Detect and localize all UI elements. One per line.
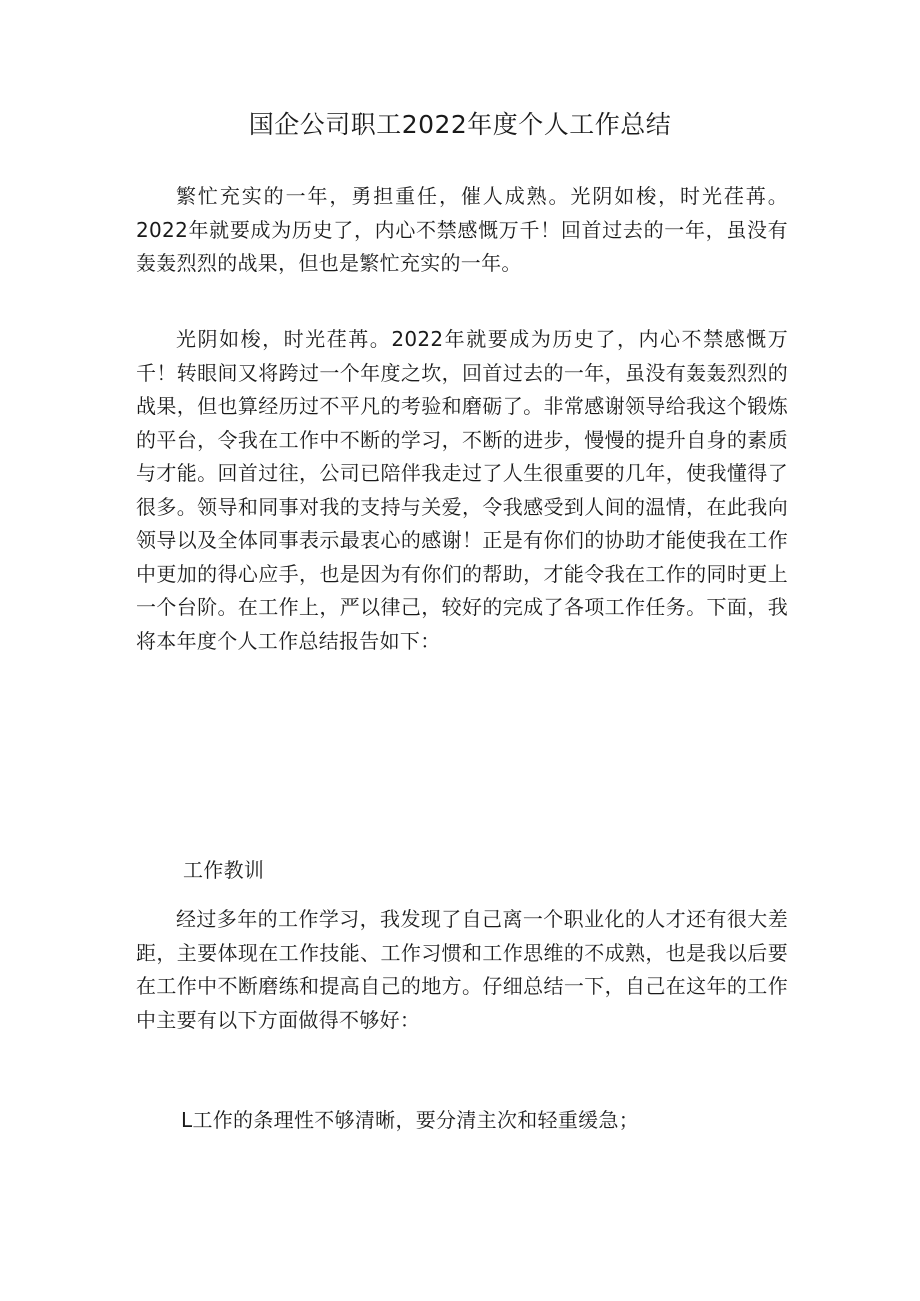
summary-paragraph: 光阴如梭，时光荏苒。2022年就要成为历史了，内心不禁感慨万千！转眼间又将跨过一个年度之坎，回首过去的一年，虽没有轰轰烈烈的战果，但也算经历过不平凡的考验和磨砺了。非常感谢领导给我这个锻炼的平台，令我在工作中不断的学习，不断的进步，慢慢的提升自身的素质与才能。回首过往，公司已陪伴我走过了人生很重要的几年，使我懂得了很多。领导和同事对我的支持与关爱，令我感受到人间的温情，在此我向领导以及全体同事表示最衷心的感谢！正是有你们的协助才能使我在工作中更加的得心应手，也是因为有你们的帮助，才能令我在工作的同时更上一个台阶。在工作上，严以律己，较好的完成了各项工作任务。下面，我将本年度个人工作总结报告如下： — [136, 327, 788, 653]
section-paragraph: 经过多年的工作学习，我发现了自己离一个职业化的人才还有很大差距，主要体现在工作技能、工作习惯和工作思维的不成熟，也是我以后要在工作中不断磨练和提高自己的地方。仔细总结一下，自己在这年的工作中主要有以下方面做得不够好： — [136, 907, 788, 1032]
document-title: 国企公司职工2022年度个人工作总结 — [248, 110, 672, 139]
list-item: L工作的条理性不够清晰，要分清主次和轻重缓急； — [181, 1108, 640, 1132]
intro-paragraph: 繁忙充实的一年，勇担重任，催人成熟。光阴如梭，时光荏苒。2022年就要成为历史了，内心不禁感慨万千！回首过去的一年，虽没有轰轰烈烈的战果，但也是繁忙充实的一年。 — [136, 184, 788, 275]
section-heading: 工作教训 — [183, 858, 265, 882]
